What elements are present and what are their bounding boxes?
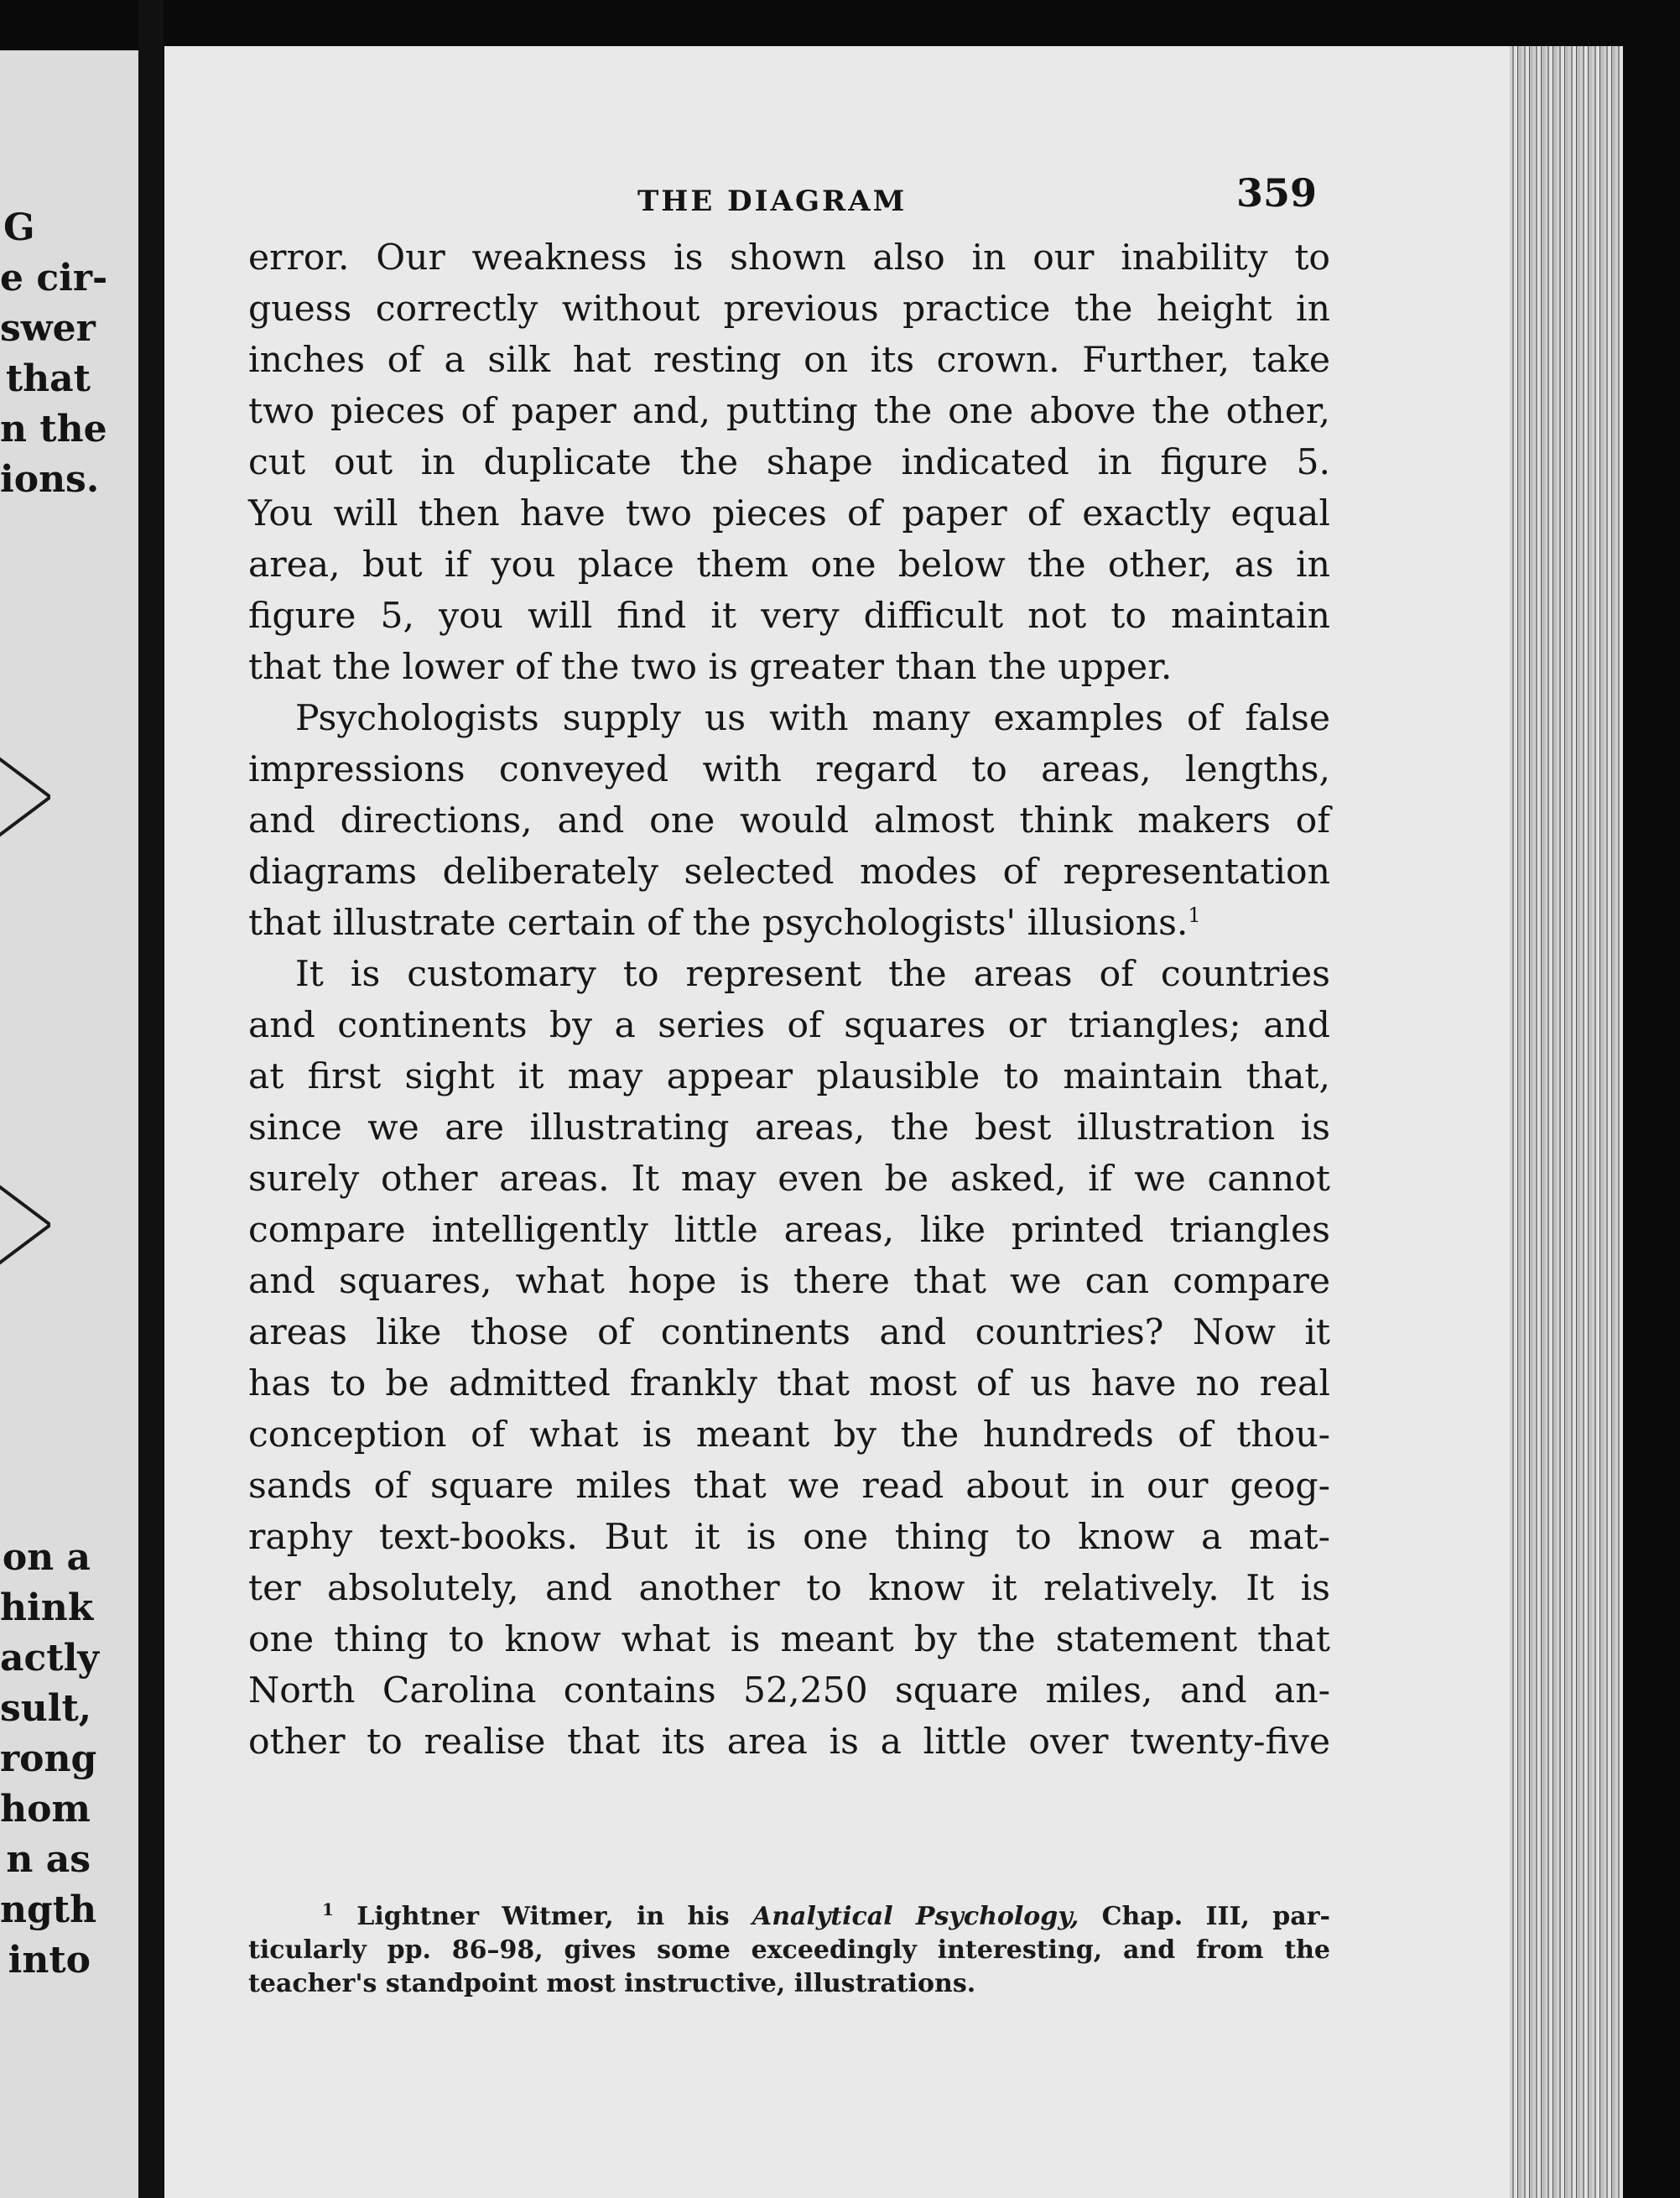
text-line: and directions, and one would almost think makers of	[248, 800, 1330, 841]
text-line: compare intelligently little areas, like printed triangles	[248, 1210, 1330, 1251]
left-page-text-line: hom	[0, 1788, 91, 1831]
running-head: THE DIAGRAM	[637, 185, 908, 218]
text-line: impressions conveyed with regard to areas, lengths,	[248, 749, 1330, 790]
text-line: at first sight it may appear plausible to maintain that,	[248, 1056, 1330, 1097]
text-line	[248, 898, 1330, 949]
diagram-shape-fragment	[0, 734, 50, 860]
text-line: two pieces of paper and, putting the one above the other,	[248, 391, 1330, 432]
text-line: guess correctly without previous practice the height in	[248, 289, 1330, 330]
text-line: raphy text-books. But it is one thing to know a mat-	[248, 1517, 1330, 1558]
text-line: that the lower of the two is greater than the upper.	[248, 647, 1173, 688]
left-page-text-line: rong	[0, 1737, 97, 1780]
text-line: area, but if you place them one below the other, as in	[248, 544, 1330, 586]
text-line: cut out in duplicate the shape indicated in figure 5.	[248, 442, 1330, 483]
text-line: North Carolina contains 52,250 square miles, and an-	[248, 1670, 1330, 1711]
text-line: error. Our weakness is shown also in our inability to	[248, 237, 1330, 279]
text-line: sands of square miles that we read about in our geog-	[248, 1466, 1330, 1507]
text-line: ter absolutely, and another to know it relatively. It is	[248, 1568, 1330, 1609]
text-line: one thing to know what is meant by the statement that	[248, 1619, 1330, 1660]
left-page-text-line: sult,	[0, 1687, 92, 1730]
text-line: areas like those of continents and countries? Now it	[248, 1312, 1330, 1353]
text-line: inches of a silk hat resting on its crown. Further, take	[248, 340, 1330, 381]
left-page-text-line: into	[8, 1939, 91, 1982]
diagram-shape-fragment	[0, 1162, 50, 1288]
footnote-line	[248, 1900, 1330, 1934]
footnote-marker: 1	[322, 1899, 334, 1919]
left-page-text-line: on a	[2, 1536, 91, 1579]
text-line: surely other areas. It may even be asked, if we cannot	[248, 1159, 1330, 1200]
text-line: diagrams deliberately selected modes of representation	[248, 852, 1330, 893]
text-line: figure 5, you will find it very difficult not to maintain	[248, 596, 1330, 637]
page-edges	[1510, 46, 1623, 2198]
left-page-text-line: hink	[0, 1586, 94, 1629]
text-line-content: that illustrate certain of the psychologists' illusions.	[248, 903, 1188, 944]
footnote	[248, 1900, 1330, 2001]
left-page-text-line: e cir-	[0, 257, 108, 299]
footnote-line: teacher's standpoint most instructive, illustrations.	[248, 1969, 976, 1998]
left-page-text-line: ngth	[0, 1888, 97, 1931]
scan-border	[1623, 0, 1680, 2198]
footnote-text: Chap. III, par-	[1079, 1902, 1330, 1931]
footnote-book-title: Analytical Psychology,	[752, 1902, 1079, 1931]
left-page-text-line: swer	[0, 307, 96, 350]
text-line: and squares, what hope is there that we can compare	[248, 1261, 1330, 1302]
footnote-text: Lightner Witmer, in his	[356, 1902, 752, 1931]
text-line: Psychologists supply us with many examples of false	[295, 698, 1330, 739]
left-page-text-line: that	[5, 357, 91, 400]
footnote-line: ticularly pp. 86–98, gives some exceedingly interesting, and from the	[248, 1935, 1330, 1965]
left-page-text-line: ions.	[0, 458, 100, 501]
text-line: You will then have two pieces of paper of exactly equal	[248, 493, 1330, 534]
left-page-text-line: n as	[6, 1838, 91, 1881]
left-page-text-line: n the	[0, 408, 107, 451]
left-page-text-line: actly	[0, 1637, 99, 1680]
page-number: 359	[1236, 170, 1318, 216]
body-text	[248, 232, 1330, 1768]
footnote-reference: 1	[1188, 903, 1201, 927]
text-line: conception of what is meant by the hundreds of thou-	[248, 1414, 1330, 1456]
text-line: has to be admitted frankly that most of us have no real	[248, 1363, 1330, 1404]
text-line: and continents by a series of squares or triangles; and	[248, 1005, 1330, 1046]
main-page	[164, 46, 1527, 2198]
text-line: other to realise that its area is a little over twenty-five	[248, 1721, 1330, 1763]
book-gutter	[138, 0, 164, 2198]
left-page-text-line: G	[3, 206, 35, 249]
text-line: since we are illustrating areas, the best illustration is	[248, 1107, 1330, 1148]
text-line: It is customary to represent the areas of countries	[295, 954, 1330, 995]
left-facing-page	[0, 50, 138, 2198]
